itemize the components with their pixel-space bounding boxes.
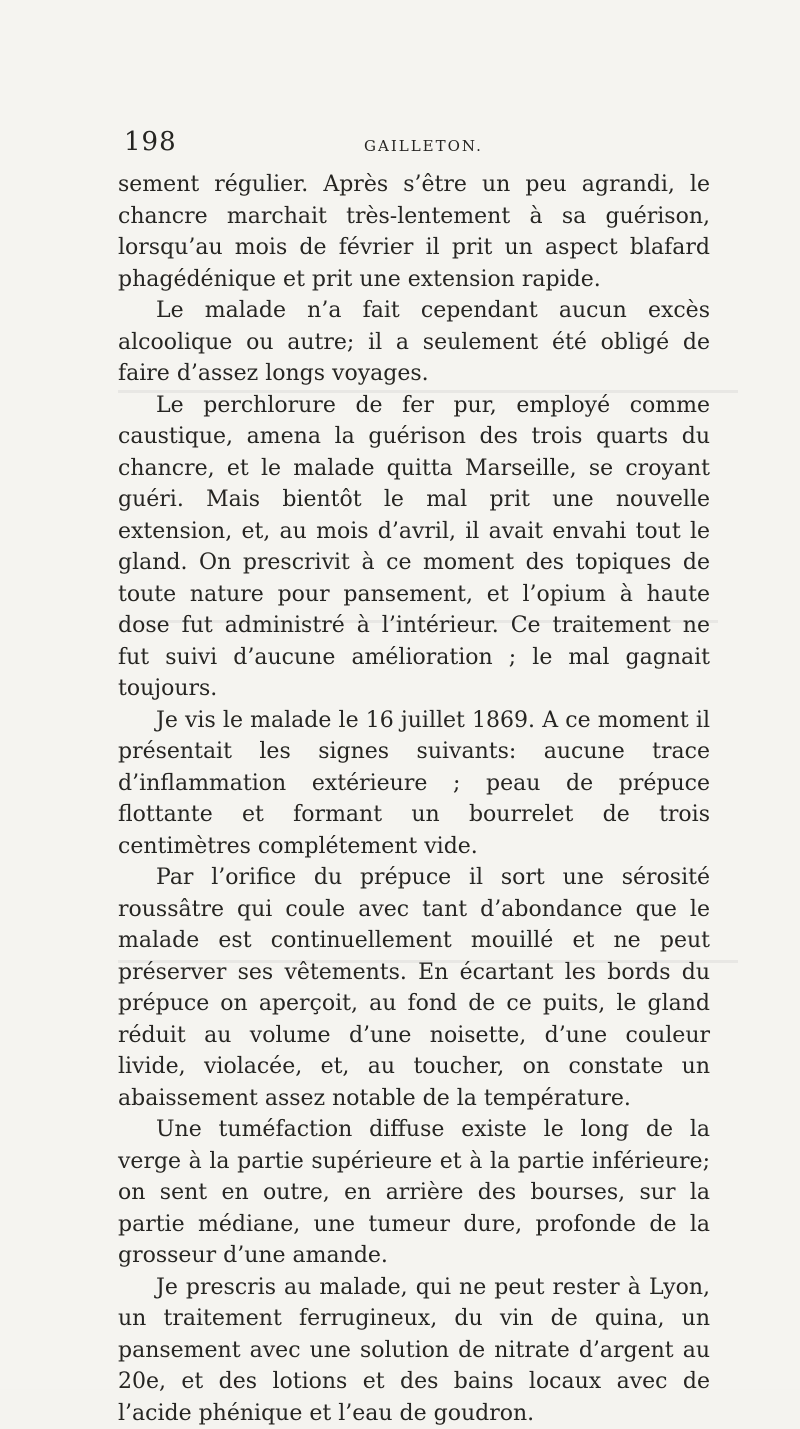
paragraph-2: Le malade n’a fait cependant aucun excès alcoolique ou autre; il a seulement été obligé de faire d’assez longs voyages.	[118, 295, 710, 390]
page-header	[124, 128, 710, 158]
paragraph-1: sement régulier. Après s’être un peu agrandi, le chancre marchait très-lentement à sa guérison, lorsqu’au mois de février il prit un aspect blafard phagédénique et prit une extension rapide.	[118, 169, 710, 295]
body-text	[118, 169, 710, 1429]
paragraph-3: Le perchlorure de fer pur, employé comme caustique, amena la guérison des trois quarts du chancre, et le malade quitta Marseille, se croyant guéri. Mais bientôt le mal prit une nouvelle extension, et, au mois d’avril, il avait envahi tout le gland. On prescrivit à ce moment des topiques de toute nature pour pansement, et l’opium à haute dose fut administré à l’intérieur. Ce traitement ne fut suivi d’aucune amélioration ; le mal gagnait toujours.	[118, 390, 710, 705]
paragraph-4: Je vis le malade le 16 juillet 1869. A ce moment il présentait les signes suivants: aucune trace d’inflammation extérieure ; peau de prépuce flottante et formant un bourrelet de trois centimètres complétement vide.	[118, 705, 710, 863]
paragraph-7: Je prescris au malade, qui ne peut rester à Lyon, un traitement ferrugineux, du vin de quina, un pansement avec une solution de nitrate d’argent au 20e, et des lotions et des bains locaux avec de l’acide phénique et l’eau de goudron.	[118, 1272, 710, 1429]
paragraph-5: Par l’orifice du prépuce il sort une sérosité roussâtre qui coule avec tant d’abondance que le malade est continuellement mouillé et ne peut préserver ses vêtements. En écartant les bords du prépuce on aperçoit, au fond de ce puits, le gland réduit au volume d’une noisette, d’une couleur livide, violacée, et, au toucher, on constate un abaissement assez notable de la température.	[118, 862, 710, 1114]
running-head: GAILLETON.	[364, 137, 483, 155]
paragraph-6: Une tuméfaction diffuse existe le long de la verge à la partie supérieure et à la partie inférieure; on sent en outre, en arrière des bourses, sur la partie médiane, une tumeur dure, profonde de la grosseur d’une amande.	[118, 1114, 710, 1272]
page-number: 198	[124, 128, 177, 156]
